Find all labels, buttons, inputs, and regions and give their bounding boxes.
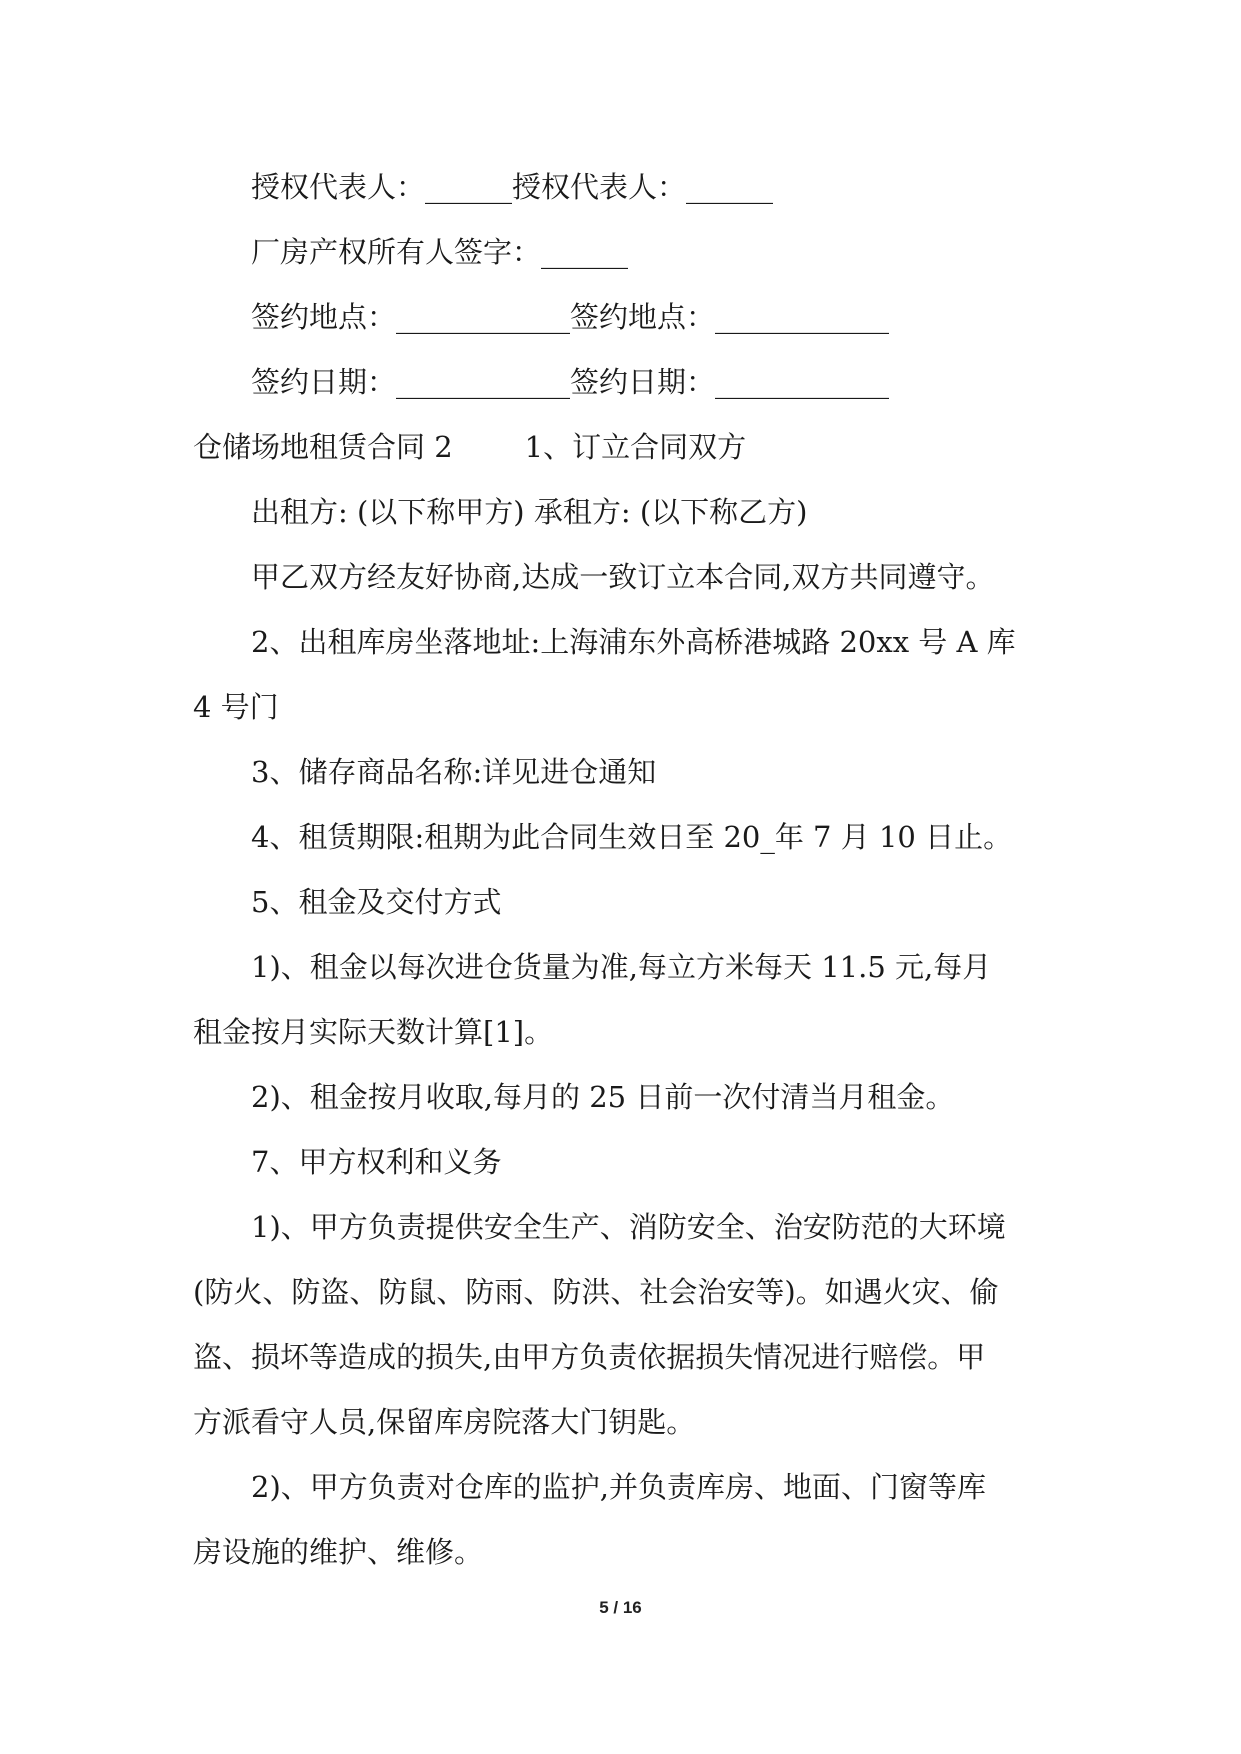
rights-heading: 7、甲方权利和义务 (251, 1145, 502, 1179)
page-number: 5 / 16 (599, 1598, 642, 1617)
contract-heading-row (193, 415, 1053, 480)
rights-item-2-line-1: 2)、甲方负责对仓库的监护,并负责库房、地面、门窗等库 (251, 1470, 986, 1504)
goods-line: 3、储存商品名称:详见进仓通知 (251, 755, 657, 789)
signature-owner-line: 厂房产权所有人签字：______ (251, 235, 629, 269)
rent-item-1-line-1: 1)、租金以每次进仓货量为准,每立方米每天 11.5 元,每月 (251, 950, 992, 984)
parties-line: 出租方: (以下称甲方) 承租方: (以下称乙方) (251, 495, 808, 529)
rights-item-2-line-2: 房设施的维护、维修。 (193, 1535, 484, 1569)
signature-place-line: 签约地点：____________签约地点：____________ (251, 300, 890, 334)
rent-heading: 5、租金及交付方式 (251, 885, 502, 919)
rights-item-1-line-4: 方派看守人员,保留库房院落大门钥匙。 (193, 1405, 696, 1439)
document-body (193, 155, 1053, 1585)
signature-representative-line: 授权代表人：______授权代表人：______ (251, 170, 774, 204)
term-line: 4、租赁期限:租期为此合同生效日至 20_年 7 月 10 日止。 (251, 820, 1013, 854)
rights-item-1-line-2: (防火、防盗、防鼠、防雨、防洪、社会治安等)。如遇火灾、偷 (193, 1275, 999, 1309)
rent-item-2: 2)、租金按月收取,每月的 25 日前一次付清当月租金。 (251, 1080, 955, 1114)
section-1-heading: 1、订立合同双方 (524, 430, 747, 464)
rent-item-1-line-2: 租金按月实际天数计算[1]。 (193, 1015, 554, 1049)
agreement-line: 甲乙双方经友好协商,达成一致订立本合同,双方共同遵守。 (251, 560, 995, 594)
address-line-2: 4 号门 (193, 690, 279, 724)
address-line-1: 2、出租库房坐落地址:上海浦东外高桥港城路 20xx 号 A 库 (251, 625, 1016, 659)
contract-title: 仓储场地租赁合同 2 (193, 430, 453, 464)
rights-item-1-line-1: 1)、甲方负责提供安全生产、消防安全、治安防范的大环境 (251, 1210, 1006, 1244)
signature-date-line: 签约日期：____________签约日期：____________ (251, 365, 890, 399)
rights-item-1-line-3: 盗、损坏等造成的损失,由甲方负责依据损失情况进行赔偿。甲 (193, 1340, 986, 1374)
